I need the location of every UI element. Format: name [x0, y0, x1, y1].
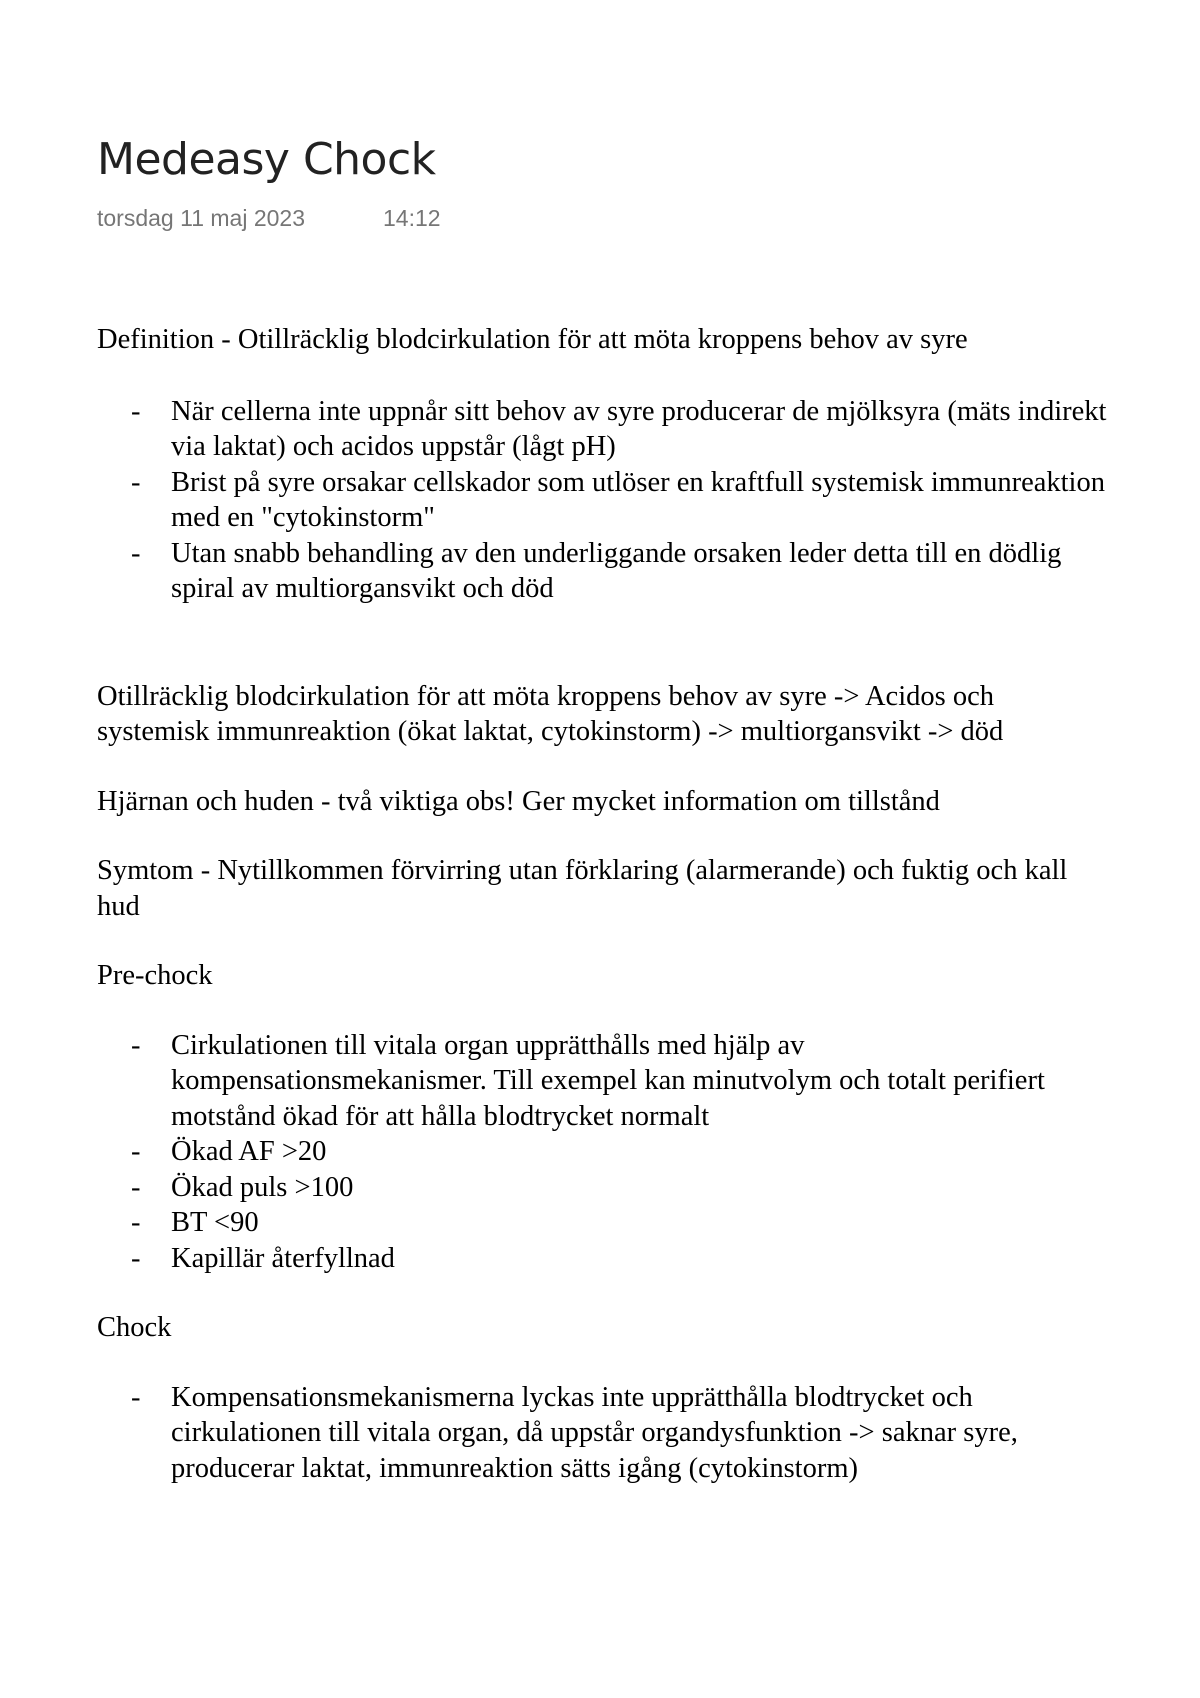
brain-skin-paragraph: Hjärnan och huden - två viktiga obs! Ger mycket information om tillstånd — [97, 785, 940, 817]
spacer — [97, 1346, 1107, 1380]
spacer — [97, 358, 1107, 394]
list-item-text: Ökad puls >100 — [171, 1171, 354, 1203]
spacer — [97, 994, 1107, 1028]
note-time: 14:12 — [383, 205, 441, 231]
list-item-text: Kapillär återfyllnad — [171, 1242, 395, 1274]
list-item — [97, 1380, 1107, 1487]
dash-bullet: - — [131, 1029, 141, 1061]
note-date: torsdag 11 maj 2023 — [97, 205, 305, 231]
summary-paragraph: Otillräcklig blodcirkulation för att möta kroppens behov av syre -> Acidos och systemisk immunreaktion (ökat laktat, cytokinstorm) -> multiorgansvikt -> död — [97, 680, 1004, 747]
page-title[interactable]: Medeasy Chock — [97, 134, 436, 185]
dash-bullet: - — [131, 1171, 141, 1203]
list-item — [97, 1134, 1107, 1170]
list-item-text: Ökad AF >20 — [171, 1136, 327, 1167]
list-item-text: När cellerna inte uppnår sitt behov av syre producerar de mjölksyra (mäts indirekt via laktat) och acidos uppstår (lågt pH) — [171, 395, 1107, 462]
dash-bullet: - — [131, 1242, 141, 1274]
chock-list — [97, 1380, 1107, 1487]
list-item-text: Utan snabb behandling av den underliggande orsaken leder detta till en dödlig spiral av multiorgansvikt och död — [171, 537, 1062, 604]
spacer — [97, 750, 1107, 784]
list-item — [97, 394, 1107, 465]
definition-list — [97, 394, 1107, 607]
spacer — [97, 924, 1107, 958]
dash-bullet: - — [131, 537, 141, 569]
dash-bullet: - — [131, 1136, 141, 1167]
list-item-text: Kompensationsmekanismerna lyckas inte upprätthålla blodtrycket och cirkulationen till vitala organ, då uppstår organdysfunktion -> saknar syre, producerar laktat, immunreaktion sätts igång (cytokinstorm) — [171, 1381, 1018, 1484]
note-body[interactable] — [97, 322, 1107, 1486]
list-item — [97, 465, 1107, 536]
dash-bullet: - — [131, 395, 141, 427]
symptom-paragraph: Symtom - Nytillkommen förvirring utan förklaring (alarmerande) och fuktig och kall hud — [97, 855, 1068, 922]
prechock-heading: Pre-chock — [97, 960, 213, 991]
chock-heading: Chock — [97, 1312, 172, 1343]
spacer — [97, 819, 1107, 853]
dash-bullet: - — [131, 1381, 141, 1413]
dash-bullet: - — [131, 466, 141, 498]
list-item — [97, 1170, 1107, 1206]
list-item-text: Cirkulationen till vitala organ upprätthålls med hjälp av kompensationsmekanismer. Till exempel kan minutvolym och totalt perifiert motstånd ökad för att hålla blodtrycket normalt — [171, 1029, 1045, 1132]
list-item — [97, 1028, 1107, 1135]
dash-bullet: - — [131, 1207, 141, 1238]
list-item — [97, 536, 1107, 607]
spacer — [97, 1276, 1107, 1310]
spacer — [97, 607, 1107, 679]
definition-paragraph: Definition - Otillräcklig blodcirkulation för att möta kroppens behov av syre — [97, 324, 968, 355]
list-item-text: Brist på syre orsakar cellskador som utlöser en kraftfull systemisk immunreaktion med en "cytokinstorm" — [171, 466, 1105, 533]
list-item-text: BT <90 — [171, 1207, 259, 1238]
prechock-list — [97, 1028, 1107, 1277]
list-item — [97, 1241, 1107, 1277]
list-item — [97, 1205, 1107, 1241]
